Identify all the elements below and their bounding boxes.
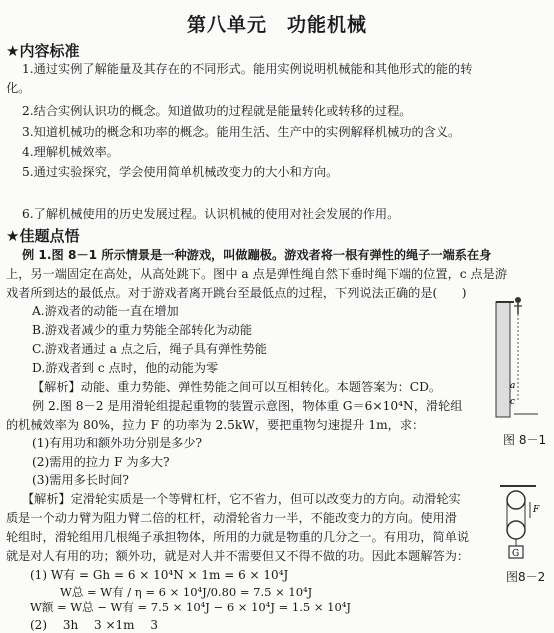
platform-tower (496, 302, 510, 417)
page-title: 第八单元 功能机械 (186, 14, 367, 36)
ex2-line-1: 例 2.图 8－2 是用滑轮组提起重物的装置示意图，物体重 G＝6×10⁴N，滑轮组 (32, 399, 463, 413)
ex2-equation-2: W总 = W有 / η = 6 × 10⁴J/0.80 = 7.5 × 10⁴J (60, 585, 313, 599)
section-heading-examples: ★佳题点悟 (6, 227, 80, 245)
bungee-figure (490, 292, 550, 422)
ex1-line-2: 上，另一端固定在高处，从高处跳下。图中 a 点是弹性绳自然下垂时绳下端的位置，c 点是游 (6, 267, 508, 281)
standard-line-5: 5.通过实验探究，学会使用简单机械改变力的大小和方向。 (22, 165, 339, 179)
standard-line-1: 1.通过实例了解能量及其存在的不同形式。能用实例说明机械能和其他形式的能的转 (22, 62, 473, 76)
standard-line-2: 2.结合实例认识功的概念。知道做功的过程就是能量转化或转移的过程。 (22, 104, 412, 118)
jumper-icon (515, 297, 521, 303)
force-label: F (533, 505, 540, 515)
ex1-option-a: A.游戏者的动能一直在增加 (32, 304, 179, 318)
movable-pulley-icon (507, 521, 525, 539)
ex1-line-3: 戏者所到达的最低点。对于游戏者离开跳台至最低点的过程，下列说法正确的是( ) (6, 286, 467, 300)
standard-line-4: 4.理解机械效率。 (22, 145, 119, 159)
ex1-option-d: D.游戏者到 c 点时，他的动能为零 (32, 361, 219, 375)
ex2-question-3: (3)需用多长时间? (32, 473, 129, 487)
ex2-analysis-2: 质是一个动力臂为阻力臂二倍的杠杆，动滑轮省力一半，不能改变力的方向。使用滑 (6, 511, 457, 525)
ex2-analysis-3: 轮组时，滑轮组用几根绳子承担物体，所用的力就是物重的几分之一。有用功，简单说 (6, 530, 470, 544)
figure-8-1-caption: 图 8－1 (503, 433, 547, 447)
ex2-analysis-1: 【解析】定滑轮实质是一个等臂杠杆，它不省力，但可以改变力的方向。动滑轮实 (22, 492, 461, 506)
standard-line-3: 3.知道机械功的概念和功率的概念。能用生活、生产中的实例解释机械功的含义。 (22, 125, 461, 139)
ex2-analysis-4: 就是对人有用的功；额外功，就是对人并不需要但又不得不做的功。因此本题解答为： (6, 549, 470, 563)
ex1-analysis: 【解析】动能、重力势能、弹性势能之间可以互相转化。本题答案为：CD。 (32, 380, 442, 394)
standard-line-6: 6.了解机械使用的历史发展过程。认识机械的使用对社会发展的作用。 (22, 207, 400, 221)
ex2-question-1: (1)有用功和额外功分别是多少? (32, 436, 203, 450)
ex1-option-c: C.游戏者通过 a 点之后，绳子具有弹性势能 (32, 342, 267, 356)
ex2-equation-4: (2) 3h 3 ×1m 3 (30, 618, 158, 632)
fixed-pulley-icon (507, 491, 525, 509)
weight-label: G (512, 549, 520, 559)
point-a-label: a (510, 381, 516, 391)
ex2-question-2: (2)需用的拉力 F 为多大? (32, 455, 170, 469)
section-heading-standards: ★内容标准 (6, 42, 80, 60)
standard-line-1-cont: 化。 (6, 81, 31, 95)
ex2-equation-1: (1) W有 = Gh = 6 × 10⁴N × 1m = 6 × 10⁴J (30, 568, 289, 582)
point-c-label: c (510, 397, 516, 407)
ex2-line-2: 的机械效率为 80%，拉力 F 的功率为 2.5kW，要把重物匀速提升 1m，求： (6, 418, 425, 432)
ex2-equation-3: W额 = W总 − W有 = 7.5 × 10⁴J − 6 × 10⁴J = 1.5 × 10⁴J (30, 600, 351, 614)
ex1-option-b: B.游戏者减少的重力势能全部转化为动能 (32, 323, 253, 337)
figure-8-2-caption: 图8－2 (506, 570, 546, 584)
pulley-figure (496, 484, 546, 564)
ex1-line-1: 例 1.图 8－1 所示情景是一种游戏，叫做蹦极。游戏者将一根有弹性的绳子一端系在身 (22, 248, 492, 262)
